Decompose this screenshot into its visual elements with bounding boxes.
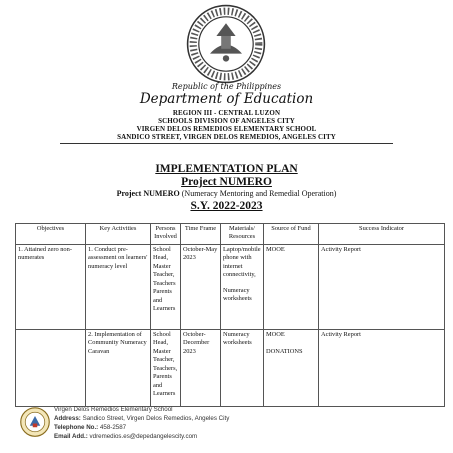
fund-item: DONATIONS <box>266 348 303 356</box>
cell-persons: School Head, Master Teacher, Teachers, Parents and Learners <box>151 330 181 407</box>
cell-persons: School Head, Master Teacher, Teachers Parents and Learners <box>151 245 181 330</box>
header-materials: Materials/ Resources <box>221 224 264 245</box>
materials-item: Laptop/mobile phone with internet connectivity, <box>223 246 261 279</box>
region-line: REGION III - CENTRAL LUZON <box>172 109 281 117</box>
footer-phone-value: 458-2587 <box>99 424 127 431</box>
footer-email <box>54 432 229 441</box>
subtitle-project-name: Project NUMERO <box>116 189 180 198</box>
table-row <box>16 330 445 407</box>
cell-indicator: Activity Report <box>319 330 445 407</box>
republic-line: Republic of the Philippines <box>171 82 282 91</box>
footer-email-label: Email Add.: <box>54 433 88 440</box>
subtitle-expansion: (Numeracy Mentoring and Remedial Operation) <box>179 189 337 198</box>
footer-school: Virgen Delos Remedios Elementary School <box>54 406 173 413</box>
footer-info <box>54 405 229 441</box>
footer-address-label: Address: <box>54 415 81 422</box>
table-header-row <box>16 224 445 245</box>
header-persons-involved: Persons Involved <box>151 224 181 245</box>
table-row <box>16 245 445 330</box>
footer-address <box>54 414 229 423</box>
header-source-of-fund: Source of Fund <box>264 224 319 245</box>
project-title: Project NUMERO <box>181 176 272 188</box>
footer-address-value: Sandico Street, Virgen Delos Remedios, Angeles City <box>82 415 230 422</box>
header-divider <box>60 143 393 144</box>
cell-materials <box>221 330 264 407</box>
project-subtitle <box>0 189 453 198</box>
cell-objectives <box>16 330 86 407</box>
footer-phone-label: Telephone No.: <box>54 424 99 431</box>
plan-title: IMPLEMENTATION PLAN <box>155 163 298 175</box>
fund-item: MOOE <box>266 246 285 253</box>
cell-activities: 2. Implementation of Community Numeracy Caravan <box>86 330 151 407</box>
cell-fund <box>264 245 319 330</box>
materials-item: Numeracy worksheets <box>223 331 252 347</box>
footer-email-value: vdremedios.es@depedangelescity.com <box>89 433 198 440</box>
cell-timeframe: October-May 2023 <box>181 245 221 330</box>
header-key-activities: Key Activities <box>86 224 151 245</box>
division-line: SCHOOLS DIVISION OF ANGELES CITY <box>158 117 295 125</box>
school-logo-icon <box>20 407 50 437</box>
address-line: SANDICO STREET, VIRGEN DELOS REMEDIOS, ANGELES CITY <box>117 133 336 141</box>
cell-materials <box>221 245 264 330</box>
fund-item: MOOE <box>266 331 285 338</box>
cell-indicator: Activity Report <box>319 245 445 330</box>
school-line: VIRGEN DELOS REMEDIOS ELEMENTARY SCHOOL <box>136 125 317 133</box>
implementation-table <box>15 223 445 407</box>
department-name: Department of Education <box>139 91 314 107</box>
cell-objectives: 1. Attained zero non-numerates <box>16 245 86 330</box>
header-time-frame: Time Frame <box>181 224 221 245</box>
cell-fund <box>264 330 319 407</box>
deped-seal-icon <box>186 4 266 84</box>
header-success-indicator: Success Indicator <box>319 224 445 245</box>
cell-activities: 1. Conduct pre-assessment on learners' numeracy level <box>86 245 151 330</box>
school-year: S.Y. 2022-2023 <box>190 200 263 212</box>
materials-item: Numeracy worksheets <box>223 286 252 303</box>
footer-phone <box>54 423 229 432</box>
cell-timeframe: October-December 2023 <box>181 330 221 407</box>
header-objectives: Objectives <box>16 224 86 245</box>
